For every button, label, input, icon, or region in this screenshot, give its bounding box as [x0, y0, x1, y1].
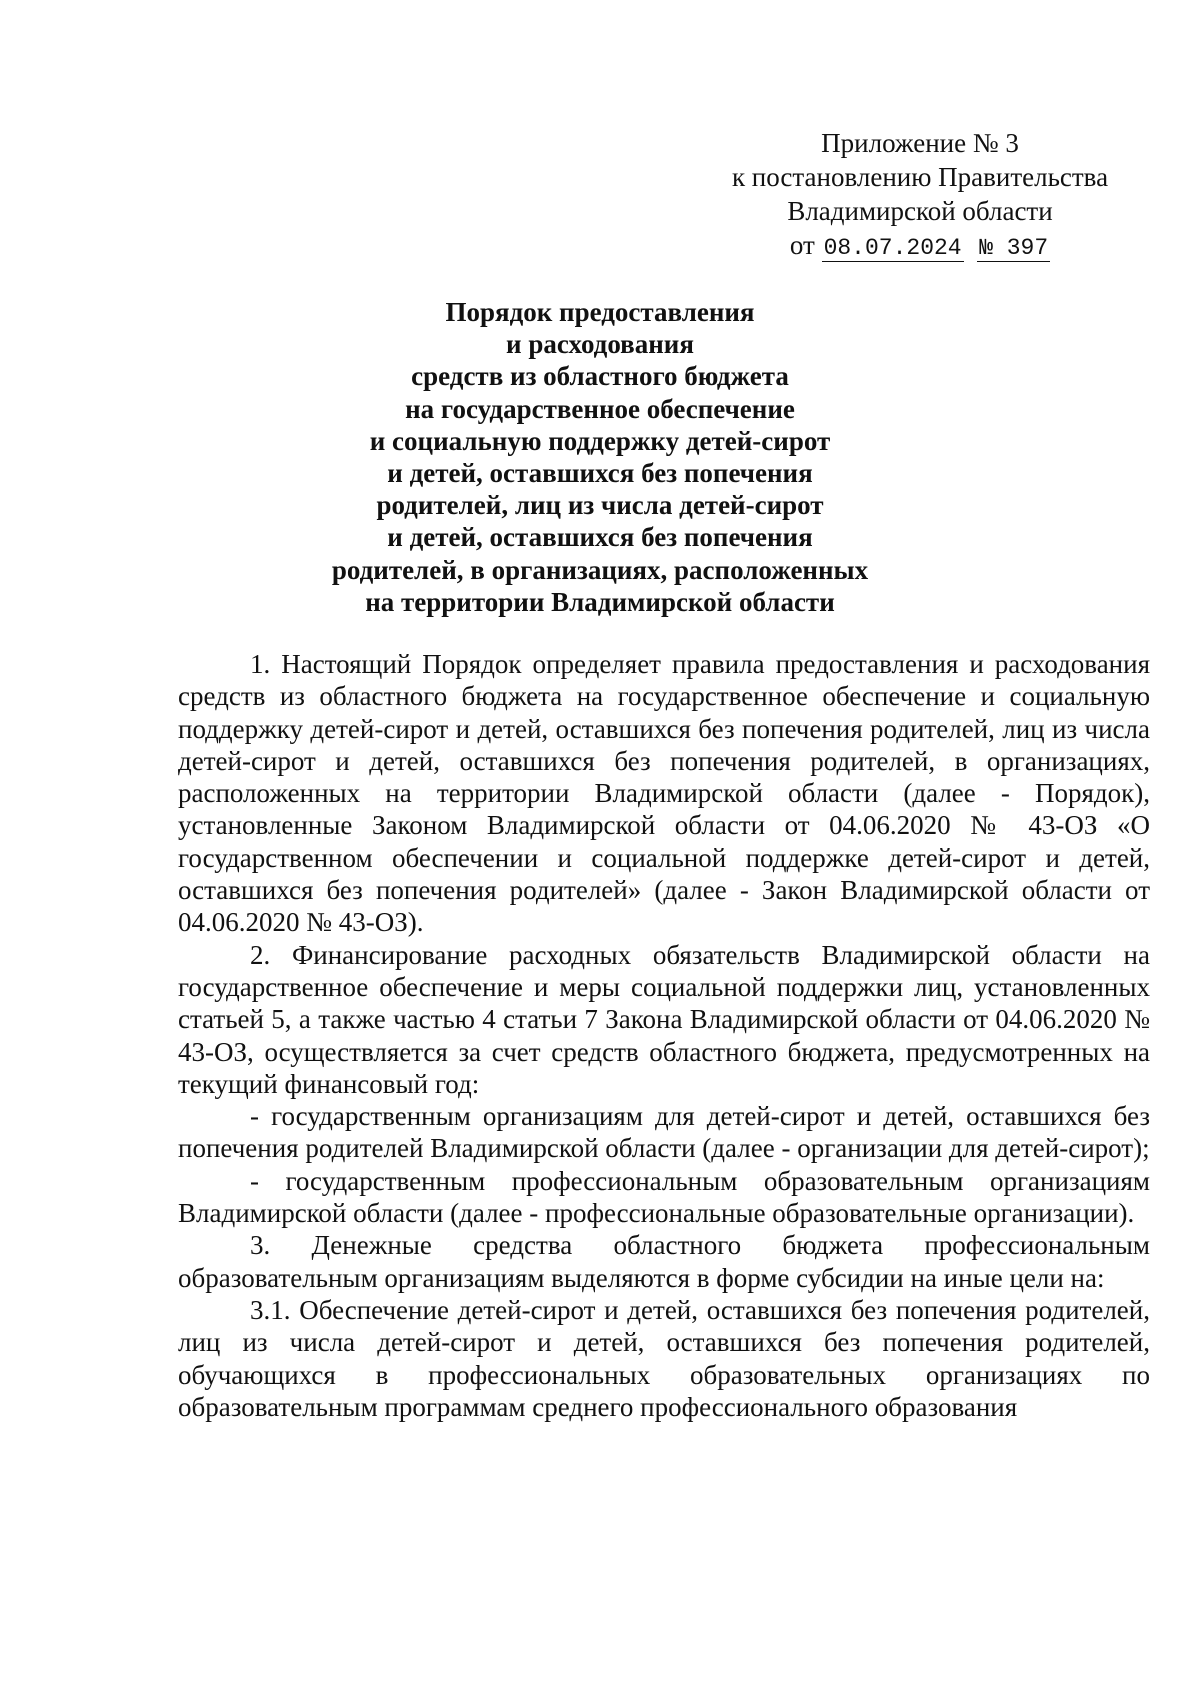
- title-line: и расходования: [506, 329, 694, 360]
- title-line: родителей, лиц из числа детей-сирот: [376, 490, 824, 521]
- list-item-orphan-organizations: - государственным организациям для детей-сирот и детей, оставшихся без попечения родителей Владимирской области (далее - организации для детей-сирот);: [178, 1101, 1150, 1164]
- document-body: [178, 648, 1150, 1423]
- appendix-header: [700, 126, 1140, 265]
- title-line: на территории Владимирской области: [365, 586, 835, 617]
- resolution-date: 08.07.2024: [823, 235, 962, 261]
- appendix-resolution-line: к постановлению Правительства: [731, 162, 1109, 192]
- appendix-date-line: [700, 228, 1140, 265]
- paragraph-3: 3. Денежные средства областного бюджета профессиональным образовательным организациям выделяются в форме субсидии на иные цели на:: [178, 1230, 1150, 1293]
- title-line: на государственное обеспечение: [405, 393, 795, 424]
- paragraph-3-1: 3.1. Обеспечение детей-сирот и детей, оставшихся без попечения родителей, лиц из числа детей-сирот и детей, оставшихся без попечения родителей, обучающихся в профессиональных образовательных организациях по образовательным программам среднего профессионального образования: [178, 1294, 1150, 1422]
- title-line: средств из областного бюджета: [411, 361, 789, 392]
- paragraph-2: 2. Финансирование расходных обязательств Владимирской области на государственное обеспечение и меры социальной поддержки лиц, установленных статьей 5, а также частью 4 статьи 7 Закона Владимирской области от 04.06.2020 № 43-ОЗ, осуществляется за счет средств областного бюджета, предусмотренных на текущий финансовый год:: [178, 939, 1150, 1099]
- title-line: и детей, оставшихся без попечения: [387, 522, 813, 553]
- title-line: и детей, оставшихся без попечения: [387, 458, 813, 489]
- title-line: и социальную поддержку детей-сирот: [369, 425, 831, 456]
- paragraph-1: 1. Настоящий Порядок определяет правила предоставления и расходования средств из областного бюджета на государственное обеспечение и социальную поддержку детей-сирот и детей, оставшихся без попечения родителей, лиц из числа детей-сирот и детей, оставшихся без попечения родителей, в организациях, расположенных на территории Владимирской области (далее - Порядок), установленные Законом Владимирской области от 04.06.2020 № 43-ОЗ «О государственном обеспечении и социальной поддержке детей-сирот и детей, оставшихся без попечения родителей» (далее - Закон Владимирской области от 04.06.2020 № 43-ОЗ).: [178, 649, 1150, 938]
- appendix-region-line: Владимирской области: [787, 196, 1053, 226]
- title-line: Порядок предоставления: [445, 297, 755, 327]
- list-item-professional-organizations: - государственным профессиональным образовательным организациям Владимирской области (далее - профессиональные образовательные организации).: [178, 1165, 1150, 1229]
- appendix-title: Приложение № 3: [821, 128, 1019, 158]
- resolution-number: № 397: [979, 235, 1049, 261]
- date-prefix: от: [789, 230, 815, 260]
- title-line: родителей, в организациях, расположенных: [331, 554, 869, 585]
- document-title: [330, 296, 870, 618]
